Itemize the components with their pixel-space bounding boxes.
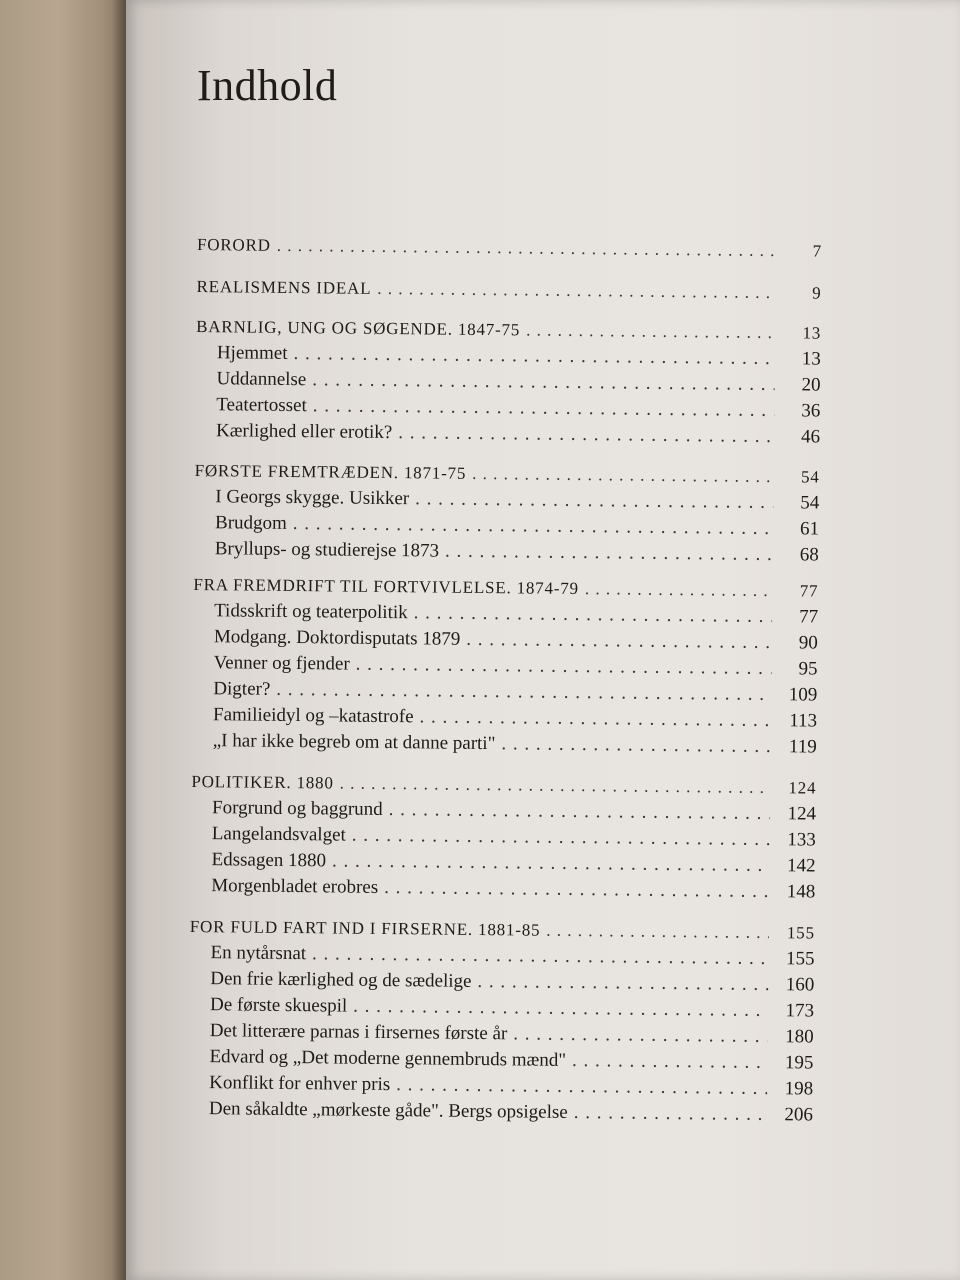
toc-page-number: 113	[789, 710, 818, 732]
toc-chapter-realismens-ideal	[196, 275, 821, 306]
toc-page-number: 68	[799, 544, 819, 566]
toc-item	[216, 419, 820, 449]
toc-page-number: 133	[787, 829, 816, 851]
toc-item	[210, 941, 814, 971]
toc-page-number: 124	[788, 778, 817, 798]
toc-page-number: 160	[785, 974, 815, 996]
toc-item-label: Bryllups- og studierejse 1873	[214, 538, 440, 562]
toc-item	[216, 393, 820, 423]
leader-dots	[501, 732, 771, 759]
leader-dots	[526, 318, 775, 345]
toc-chapter-label: FØRSTE FREMTRÆDEN. 1871-75	[194, 460, 467, 483]
leader-dots	[340, 772, 771, 801]
leader-dots	[513, 1022, 768, 1049]
leader-dots	[585, 577, 773, 603]
toc-item	[216, 367, 820, 397]
toc-item	[214, 625, 818, 655]
toc-item-label: Venner og fjender	[213, 652, 350, 675]
toc-page-number: 46	[800, 426, 821, 448]
toc-item-label: Konflikt for enhver pris	[209, 1072, 391, 1096]
leader-dots	[356, 653, 772, 681]
toc-item-label: Kærlighed eller erotik?	[215, 420, 393, 444]
toc-item	[214, 599, 818, 629]
toc-item-label: „I har ikke begreb om at danne parti"	[212, 730, 496, 755]
toc-item-label: Modgang. Doktordisputats 1879	[213, 626, 461, 650]
toc-page-number: 155	[785, 948, 815, 970]
leader-dots	[293, 512, 773, 541]
toc-chapter-fra-fremdrift	[193, 573, 818, 604]
toc-item	[210, 1019, 814, 1049]
toc-chapter-politiker	[191, 770, 816, 801]
leader-dots	[398, 421, 774, 449]
toc-item-label: Langelandsvalget	[211, 823, 346, 846]
toc-item	[217, 341, 821, 371]
toc-item-label: Hjemmet	[216, 342, 288, 364]
toc-chapter-barnlig	[196, 315, 821, 346]
leader-dots	[332, 849, 770, 878]
toc-page-number: 90	[798, 632, 818, 654]
toc-page-number: 119	[788, 736, 817, 758]
toc-item-label: Morgenbladet erobres	[211, 875, 379, 898]
toc-page-number: 13	[802, 323, 822, 343]
leader-dots	[477, 970, 768, 997]
toc-item-label: Forgrund og baggrund	[211, 797, 383, 820]
toc-item-label: Digter?	[213, 678, 271, 700]
leader-dots	[445, 540, 773, 567]
toc-page-number: 54	[800, 467, 820, 487]
toc-item	[211, 848, 815, 878]
toc-item-label: Edssagen 1880	[211, 849, 327, 872]
toc-chapter-forord	[197, 233, 822, 264]
toc-page-number: 109	[788, 684, 818, 706]
leader-dots	[572, 1049, 768, 1075]
leader-dots	[472, 462, 774, 489]
toc-item-label: Familieidyl og –katastrofe	[212, 704, 414, 728]
toc-item-label: Den såkaldte „mørkeste gåde". Bergs opsigelse	[208, 1098, 568, 1123]
toc-page-number: 7	[812, 241, 823, 261]
toc-chapter-forste-fremtraeden	[195, 459, 820, 490]
toc-page-number: 142	[786, 855, 816, 877]
toc-item	[209, 1071, 813, 1101]
toc-chapter-for-fuld-fart	[190, 915, 815, 946]
toc-page-number: 173	[785, 1000, 815, 1022]
toc-chapter-label: FOR FULD FART IND I FIRSERNE. 1881-85	[189, 916, 541, 940]
toc-item-label: Brudgom	[214, 512, 287, 534]
toc-page-number: 155	[786, 923, 815, 943]
toc-item	[213, 651, 817, 681]
toc-page-number: 180	[785, 1026, 814, 1048]
page-title: Indhold	[197, 61, 338, 110]
toc-item-label: Det litterære parnas i firsernes første år	[209, 1020, 508, 1045]
toc-item	[215, 537, 819, 567]
toc-chapter-label: BARNLIG, UNG OG SØGENDE. 1847-75	[196, 316, 521, 340]
toc-item	[209, 1045, 813, 1075]
toc-item	[210, 967, 814, 997]
toc-page-number: 61	[799, 518, 820, 540]
toc-page-number: 54	[800, 492, 820, 514]
toc-item	[212, 796, 816, 826]
toc-item	[215, 511, 819, 541]
toc-item	[209, 1097, 813, 1127]
leader-dots	[414, 601, 773, 629]
toc-page-number: 13	[801, 348, 821, 370]
toc-page-number: 124	[787, 803, 817, 825]
toc-page-number: 195	[784, 1052, 814, 1074]
leader-dots	[574, 1101, 767, 1127]
leader-dots	[377, 277, 775, 305]
toc-chapter-label: FRA FREMDRIFT TIL FORTVIVLELSE. 1874-79	[193, 574, 580, 599]
leader-dots	[277, 234, 776, 263]
toc-item	[215, 485, 819, 515]
toc-item	[213, 703, 817, 733]
toc-page-number: 9	[812, 283, 822, 303]
toc-chapter-label: REALISMENS IDEAL	[196, 276, 372, 298]
leader-dots	[312, 942, 769, 971]
toc-item-label: I Georgs skygge. Usikker	[215, 486, 410, 510]
leader-dots	[415, 487, 773, 515]
leader-dots	[276, 678, 771, 707]
toc-item-label: Tidsskrift og teaterpolitik	[214, 600, 408, 624]
toc-page-number: 206	[784, 1104, 814, 1126]
leader-dots	[384, 876, 769, 904]
leader-dots	[419, 705, 771, 733]
toc-page-number: 77	[799, 606, 819, 628]
leader-dots	[293, 342, 775, 371]
toc-item-label: Edvard og „Det moderne gennembruds mænd"	[209, 1046, 567, 1071]
toc-page-number: 95	[798, 658, 818, 680]
toc-item-label: Uddannelse	[216, 368, 307, 391]
toc-page-number: 148	[786, 881, 816, 903]
toc-item-label: Teatertosset	[216, 394, 307, 417]
toc-page-number: 198	[784, 1078, 814, 1100]
leader-dots	[396, 1073, 767, 1101]
toc-page-number: 20	[801, 374, 821, 396]
leader-dots	[353, 995, 768, 1023]
toc-item-label: Den frie kærlighed og de sædelige	[210, 968, 472, 992]
toc-chapter-label: FORORD	[196, 235, 271, 255]
toc-chapter-label: POLITIKER. 1880	[191, 771, 334, 793]
toc-page-number: 77	[799, 581, 819, 601]
leader-dots	[389, 798, 771, 826]
leader-dots	[312, 368, 775, 397]
toc-item-label: De første skuespil	[209, 994, 348, 1017]
toc-item	[210, 993, 814, 1023]
toc-item-label: En nytårsnat	[210, 942, 307, 965]
toc-item	[211, 874, 815, 904]
toc-page-number: 36	[801, 400, 821, 422]
leader-dots	[352, 824, 770, 852]
toc-item	[212, 822, 816, 852]
leader-dots	[466, 628, 772, 655]
toc-item	[213, 729, 817, 759]
leader-dots	[313, 394, 775, 423]
leader-dots	[546, 919, 769, 945]
toc-item	[213, 677, 817, 707]
